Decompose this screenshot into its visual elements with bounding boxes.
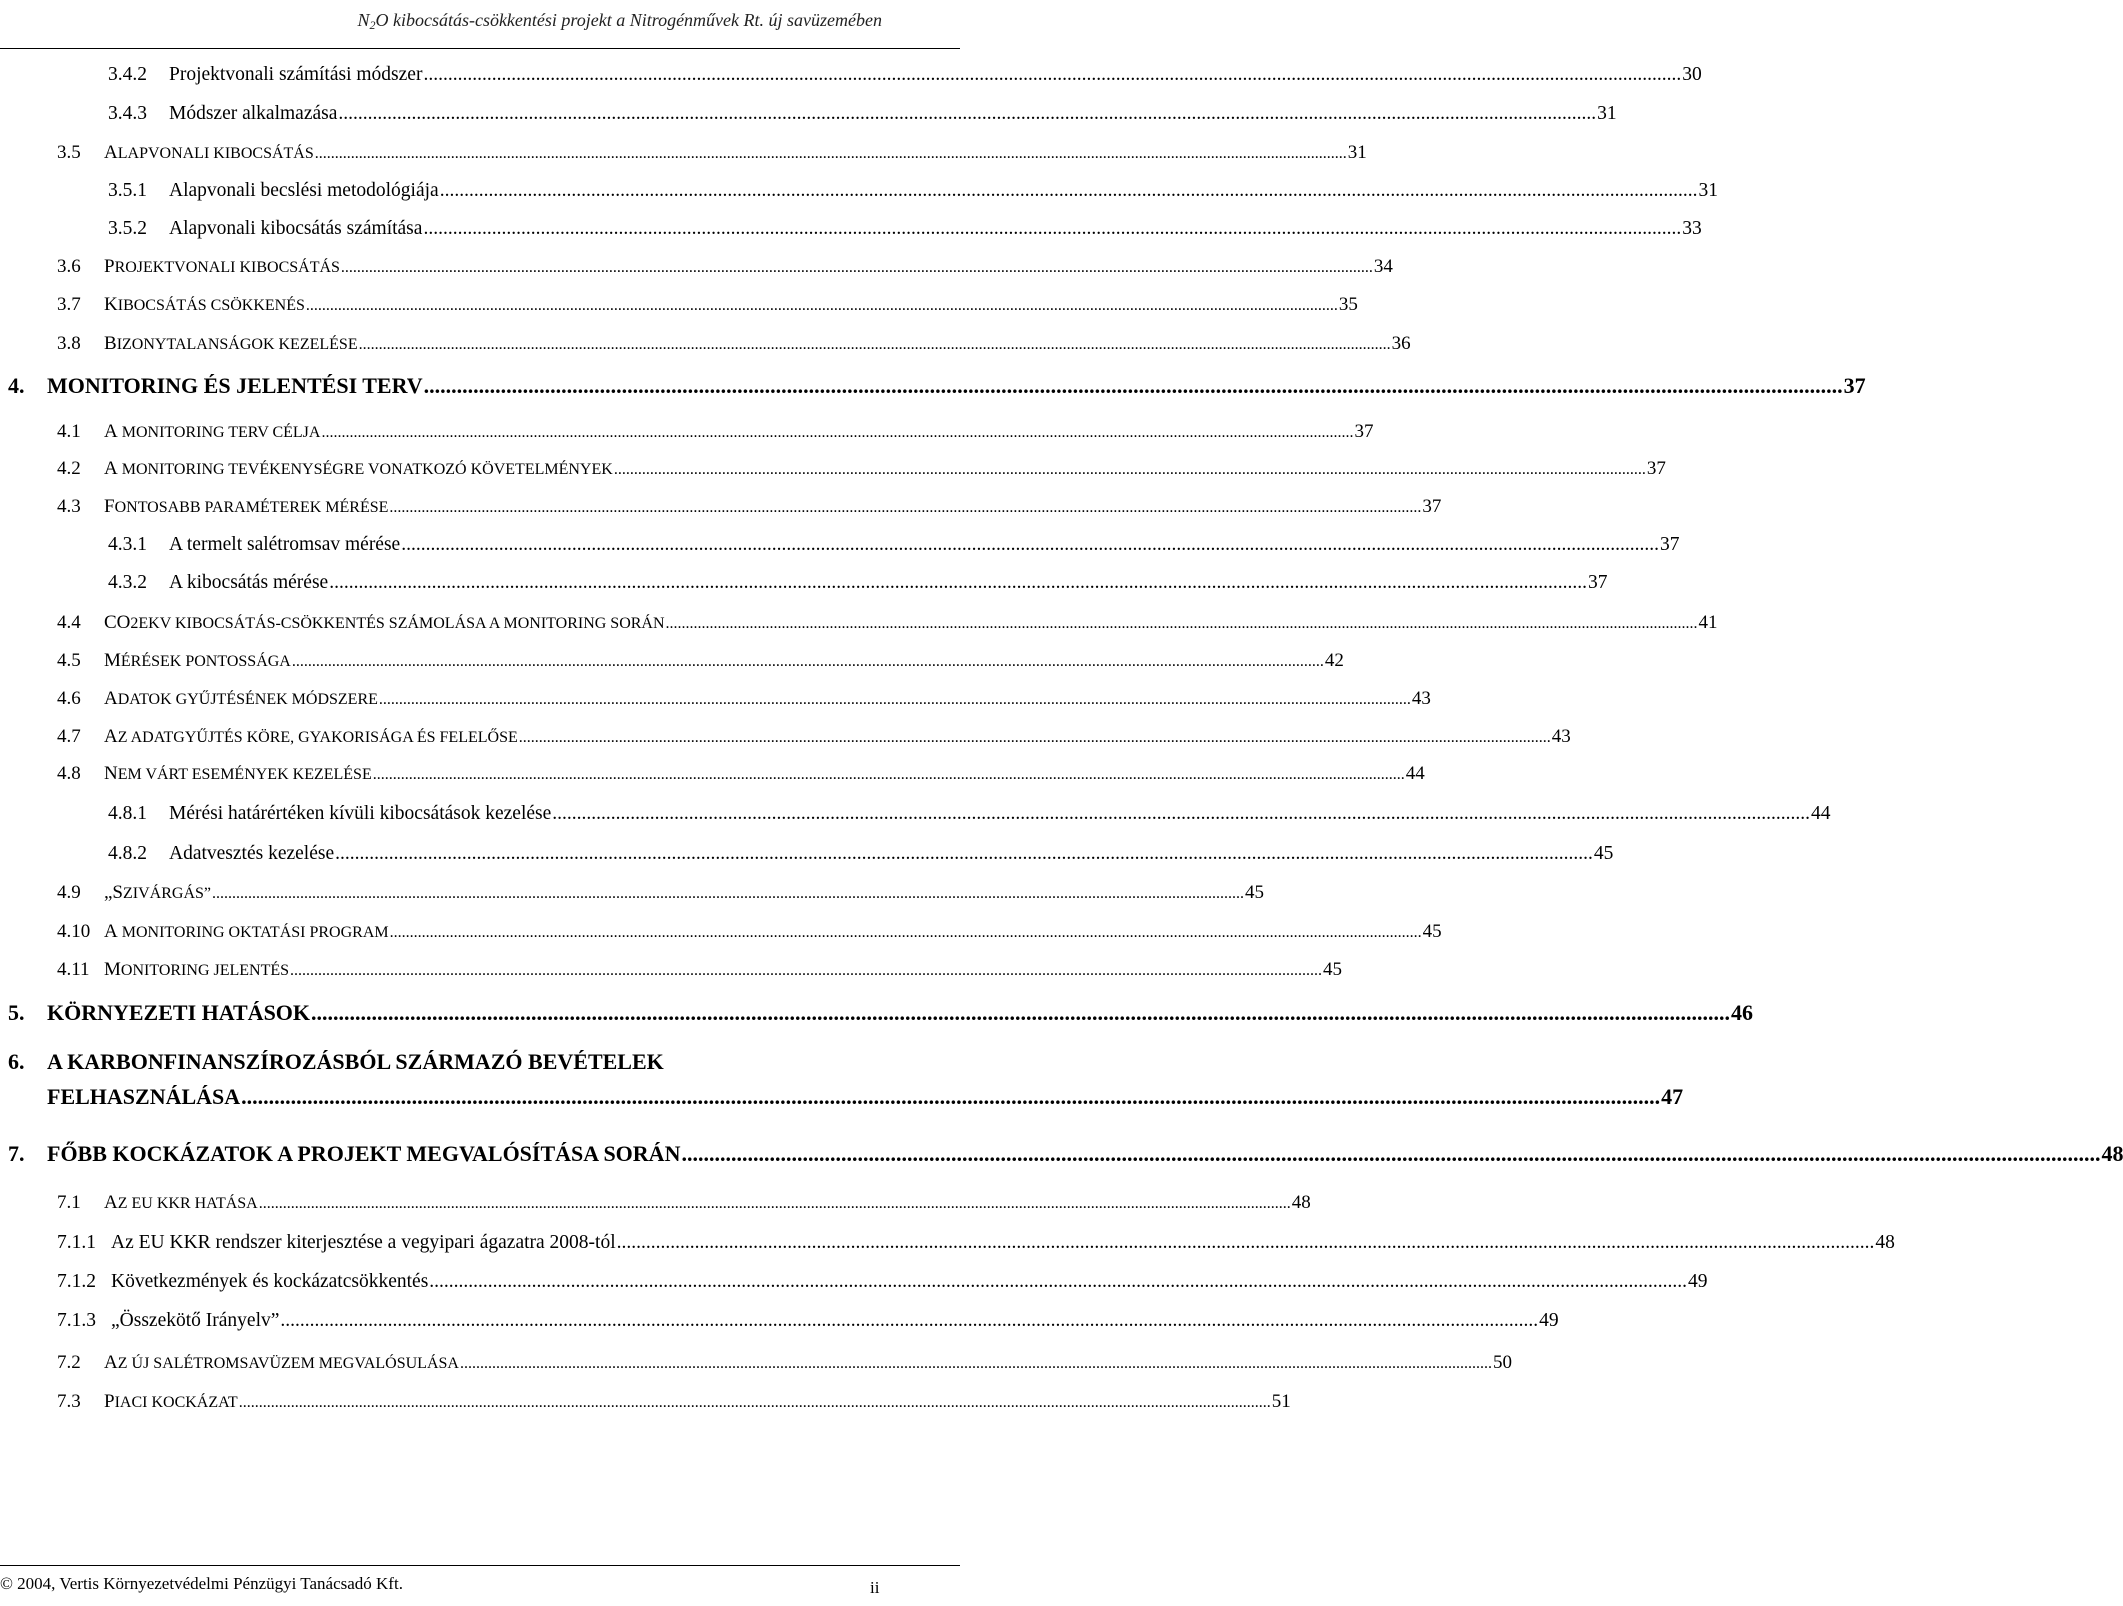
toc-entry[interactable]: [57, 294, 1358, 316]
toc-entry-number: 4.: [8, 373, 25, 398]
toc-entry-title-rest: MONITORING OKTATÁSI PROGRAM: [117, 924, 389, 941]
toc-entry[interactable]: [108, 180, 1718, 202]
toc-entry-title: [104, 763, 372, 785]
toc-entry-title-initial: K: [104, 294, 118, 315]
toc-entry-title: A KARBONFINANSZÍROZÁSBÓL SZÁRMAZÓ BEVÉTELEK: [47, 1049, 664, 1074]
toc-entry-page: 31: [1597, 103, 1617, 124]
toc-entry-page: 49: [1688, 1271, 1708, 1292]
toc-entry-title: [104, 1391, 238, 1413]
toc-entry[interactable]: [57, 921, 1442, 943]
toc-entry-title-rest: ONITORING JELENTÉS: [120, 962, 290, 979]
toc-dot-leader: [259, 1195, 1291, 1213]
header-title-rest: O kibocsátás-csökkentési projekt a Nitrogénművek Rt. új savüzemében: [375, 10, 882, 30]
toc-entry-page: 41: [1698, 612, 1718, 633]
toc-entry-title-initial: F: [104, 496, 115, 517]
toc-entry[interactable]: [8, 1049, 1684, 1110]
toc-dot-leader: [338, 103, 1596, 125]
toc-dot-leader: [239, 1394, 1271, 1412]
toc-entry[interactable]: [108, 843, 1614, 865]
toc-entry-number: 7.2: [57, 1352, 81, 1373]
toc-entry-number: 4.6: [57, 688, 81, 709]
toc-entry-number: 4.7: [57, 726, 81, 747]
toc-dot-leader: [401, 534, 1659, 556]
toc-entry[interactable]: [57, 496, 1442, 518]
toc-entry-title: A termelt salétromsav mérése: [169, 534, 401, 555]
toc-entry[interactable]: [57, 142, 1367, 164]
toc-entry-page: 37: [1646, 458, 1666, 479]
toc-entry-title-continued: FELHASZNÁLÁSA: [47, 1084, 241, 1109]
toc-entry-title-rest: IACI KOCKÁZAT: [114, 1394, 238, 1411]
toc-entry-page: 33: [1682, 218, 1702, 239]
toc-dot-leader: [335, 843, 1593, 865]
toc-entry-number: 4.2: [57, 458, 81, 479]
toc-entry-number: 4.8.2: [108, 843, 147, 864]
header-title-subscript: 2: [369, 18, 376, 32]
toc-entry[interactable]: [57, 882, 1264, 904]
toc-entry-title: [104, 882, 211, 904]
toc-entry-title-rest: IZONYTALANSÁGOK KEZELÉSE: [116, 336, 358, 353]
toc-entry[interactable]: [108, 803, 1831, 825]
toc-entry-page: 37: [1659, 534, 1680, 555]
toc-entry-page: 51: [1271, 1391, 1291, 1412]
toc-entry-title: [104, 726, 518, 748]
toc-entry[interactable]: [57, 458, 1666, 480]
toc-dot-leader: [440, 180, 1698, 202]
toc-dot-leader: [290, 962, 1322, 980]
toc-entry-title-initial: B: [104, 333, 117, 354]
toc-entry-title: „Összekötő Irányelv”: [111, 1310, 280, 1331]
toc-dot-leader: [329, 572, 1587, 594]
toc-entry-title-rest: EM VÁRT ESEMÉNYEK KEZELÉSE: [117, 766, 372, 783]
toc-entry[interactable]: [57, 763, 1425, 785]
toc-entry-title-initial: P: [104, 256, 115, 277]
toc-entry-number: 7.3: [57, 1391, 81, 1412]
toc-entry-title-initial: A: [104, 1352, 118, 1373]
toc-dot-leader: [429, 1271, 1687, 1293]
toc-entry-title-rest: ÉRÉSEK PONTOSSÁGA: [120, 653, 291, 670]
toc-entry-number: 3.5: [57, 142, 81, 163]
toc-entry-number: 7.1.2: [57, 1271, 96, 1292]
toc-entry-number: 3.5.1: [108, 180, 147, 201]
toc-entry-page: 45: [1245, 882, 1264, 903]
toc-entry-title: KÖRNYEZETI HATÁSOK: [47, 1000, 311, 1025]
toc-entry-title-initial: „S: [104, 882, 123, 903]
toc-entry[interactable]: [108, 534, 1680, 556]
toc-entry-title: [104, 256, 340, 278]
toc-entry[interactable]: [57, 1352, 1512, 1374]
toc-entry-title: [104, 959, 289, 981]
toc-entry-title: [104, 1352, 459, 1374]
toc-entry[interactable]: [57, 1232, 1895, 1254]
header-title: [357, 10, 882, 33]
toc-entry-title: [104, 421, 320, 443]
toc-entry-number: 7.1.3: [57, 1310, 96, 1331]
toc-entry-number: 7.: [8, 1141, 25, 1166]
toc-entry[interactable]: [108, 218, 1702, 240]
toc-entry-number: 4.3.1: [108, 534, 147, 555]
toc-dot-leader: [212, 885, 1244, 903]
toc-dot-leader: [292, 653, 1324, 671]
toc-entry-title-initial: A: [104, 921, 118, 942]
toc-entry-title-rest: DATOK GYŰJTÉSÉNEK MÓDSZERE: [117, 691, 378, 708]
toc-entry-title: [104, 1192, 258, 1214]
toc-entry-page: 37: [1843, 373, 1866, 398]
toc-entry-title: [104, 688, 378, 710]
toc-entry-page: 36: [1391, 333, 1411, 354]
toc-entry-title-initial: P: [104, 1391, 115, 1412]
toc-entry-number: 4.3: [57, 496, 81, 517]
toc-entry-title: Módszer alkalmazása: [169, 103, 338, 124]
toc-entry[interactable]: [8, 1000, 1754, 1026]
toc-entry-title-initial: CO: [104, 612, 131, 633]
toc-entry-page: 49: [1539, 1310, 1559, 1331]
toc-entry-title-initial: A: [104, 421, 118, 442]
toc-entry[interactable]: [57, 333, 1411, 355]
toc-entry-title: Következmények és kockázatcsökkentés: [111, 1271, 429, 1292]
toc-entry[interactable]: [57, 421, 1374, 443]
footer-page-number: ii: [870, 1578, 880, 1597]
toc-entry[interactable]: [57, 650, 1344, 672]
toc-entry-title: Adatvesztés kezelése: [169, 843, 335, 864]
toc-dot-leader: [373, 766, 1405, 784]
toc-entry-page: 31: [1698, 180, 1718, 201]
toc-entry-number: 4.11: [57, 959, 90, 980]
toc-entry-page: 45: [1323, 959, 1343, 980]
toc-entry-title-initial: A: [104, 688, 118, 709]
toc-dot-leader: [379, 691, 1411, 709]
toc-entry-title: Mérési határértéken kívüli kibocsátások kezelése: [169, 803, 552, 824]
toc-entry-title-initial: M: [104, 959, 121, 980]
toc-entry-title: [104, 650, 291, 672]
toc-entry[interactable]: [57, 1271, 1708, 1293]
toc-entry-number: 3.4.2: [108, 64, 147, 85]
toc-entry-page: 45: [1422, 921, 1442, 942]
toc-dot-leader: [617, 1232, 1875, 1254]
toc-dot-leader: [423, 218, 1681, 240]
toc-entry-page: 30: [1682, 64, 1702, 85]
toc-dot-leader: [681, 1141, 2100, 1167]
toc-entry-title: [104, 612, 665, 634]
toc-entry-title-rest: ROJEKTVONALI KIBOCSÁTÁS: [114, 259, 340, 276]
toc-entry-page: 48: [1875, 1232, 1895, 1253]
toc-dot-leader: [614, 461, 1646, 479]
toc-dot-leader: [519, 729, 1551, 747]
toc-entry-title: [104, 496, 388, 518]
page-footer: [0, 1565, 960, 1606]
toc-entry-page: 48: [2101, 1141, 2123, 1166]
toc-entry-title-rest: Z EU KKR HATÁSA: [117, 1195, 258, 1212]
toc-entry-number: 4.3.2: [108, 572, 147, 593]
toc-entry-number: 3.5.2: [108, 218, 147, 239]
toc-entry[interactable]: [8, 373, 1866, 399]
toc-entry-title-initial: A: [104, 726, 118, 747]
toc-entry-title-rest: Z ÚJ SALÉTROMSAVÜZEM MEGVALÓSULÁSA: [117, 1355, 459, 1372]
toc-entry[interactable]: [57, 959, 1343, 981]
toc-dot-leader: [460, 1355, 1492, 1373]
toc-entry-page: 31: [1347, 142, 1367, 163]
toc-entry-title-rest: IBOCSÁTÁS CSÖKKENÉS: [117, 297, 305, 314]
toc-entry-title-rest: 2EKV KIBOCSÁTÁS-CSÖKKENTÉS SZÁMOLÁSA A MONITORING SORÁN: [130, 615, 665, 632]
toc-entry-title-rest: ZIVÁRGÁS”: [123, 885, 211, 902]
toc-dot-leader: [359, 336, 1391, 354]
toc-entry[interactable]: [57, 612, 1718, 634]
toc-dot-leader: [390, 924, 1422, 942]
toc-entry-title: [104, 921, 389, 943]
toc-entry-title: Az EU KKR rendszer kiterjesztése a vegyipari ágazatra 2008-tól: [111, 1232, 616, 1253]
toc-dot-leader: [423, 64, 1681, 86]
toc-entry-page: 50: [1492, 1352, 1512, 1373]
toc-entry-page: 44: [1811, 803, 1831, 824]
toc-entry-title-initial: A: [104, 1192, 118, 1213]
toc-entry-title: MONITORING ÉS JELENTÉSI TERV: [47, 373, 423, 398]
toc-entry-number: 7.1.1: [57, 1232, 96, 1253]
toc-entry-number: 4.5: [57, 650, 81, 671]
toc-entry-title-rest: Z ADATGYŰJTÉS KÖRE, GYAKORISÁGA ÉS FELELŐSE: [117, 729, 518, 746]
toc-entry-title: [104, 333, 358, 355]
toc-entry-title-initial: A: [104, 458, 118, 479]
toc-entry-page: 45: [1593, 843, 1614, 864]
toc-entry[interactable]: [57, 726, 1571, 748]
toc-dot-leader: [321, 424, 1353, 442]
toc-entry-number: 4.1: [57, 421, 81, 442]
toc-dot-leader: [341, 259, 1373, 277]
toc-dot-leader: [280, 1310, 1538, 1332]
toc-entry-page: 37: [1587, 572, 1608, 593]
toc-entry-number: 7.1: [57, 1192, 81, 1213]
toc-entry-title: Alapvonali kibocsátás számítása: [169, 218, 423, 239]
toc-entry-number: 3.7: [57, 294, 81, 315]
toc-dot-leader: [315, 145, 1347, 163]
toc-entry-page: 37: [1422, 496, 1442, 517]
toc-entry-title-initial: M: [104, 650, 121, 671]
toc-entry-title: Projektvonali számítási módszer: [169, 64, 423, 85]
toc-entry-page: 43: [1411, 688, 1431, 709]
toc-entry-title-initial: N: [104, 763, 118, 784]
toc-dot-leader: [424, 373, 1843, 399]
toc-entry-page: 48: [1291, 1192, 1311, 1213]
toc-entry[interactable]: [108, 64, 1702, 86]
toc-entry-page: 34: [1373, 256, 1393, 277]
toc-entry-number: 5.: [8, 1000, 25, 1025]
toc-entry[interactable]: [57, 1391, 1291, 1413]
toc-entry[interactable]: [57, 256, 1393, 278]
toc-entry-page: 46: [1731, 1000, 1754, 1025]
toc-dot-leader: [311, 1000, 1730, 1026]
toc-entry-title-rest: LAPVONALI KIBOCSÁTÁS: [117, 145, 314, 162]
toc-entry-title-rest: ONTOSABB PARAMÉTEREK MÉRÉSE: [114, 499, 389, 516]
toc-entry-number: 4.9: [57, 882, 81, 903]
footer-copyright: © 2004, Vertis Környezetvédelmi Pénzügyi Tanácsadó Kft.: [0, 1574, 403, 1593]
page-header: [0, 0, 960, 49]
toc-entry-number: 3.4.3: [108, 103, 147, 124]
toc-entry-number: 4.4: [57, 612, 81, 633]
toc-entry-title: [104, 458, 613, 480]
toc-entry[interactable]: [57, 688, 1431, 710]
toc-entry-number: 4.8: [57, 763, 81, 784]
toc-entry-number: 3.8: [57, 333, 81, 354]
toc-entry-page: 35: [1338, 294, 1358, 315]
toc-entry-title: A kibocsátás mérése: [169, 572, 329, 593]
toc-entry-number: 3.6: [57, 256, 81, 277]
toc-entry-page: 43: [1551, 726, 1571, 747]
toc-entry-title-rest: MONITORING TERV CÉLJA: [117, 424, 321, 441]
toc-entry-number: 6.: [8, 1049, 25, 1074]
toc-entry[interactable]: [108, 572, 1608, 594]
toc-entry-title: [104, 142, 314, 164]
toc-entry[interactable]: [108, 103, 1617, 125]
header-title-prefix: N: [357, 10, 370, 30]
toc-entry-number: 4.10: [57, 921, 91, 942]
toc-dot-leader: [306, 297, 1338, 315]
toc-entry-title-rest: MONITORING TEVÉKENYSÉGRE VONATKOZÓ KÖVETELMÉNYEK: [117, 461, 613, 478]
toc-entry-title: [104, 294, 305, 316]
toc-entry-page: 37: [1354, 421, 1374, 442]
toc-entry[interactable]: [57, 1310, 1559, 1332]
toc-entry-page: 42: [1324, 650, 1344, 671]
toc-dot-leader: [241, 1084, 1660, 1110]
toc-entry-title-initial: A: [104, 142, 118, 163]
toc-entry-title: FŐBB KOCKÁZATOK A PROJEKT MEGVALÓSÍTÁSA SORÁN: [47, 1141, 681, 1166]
toc-entry[interactable]: [8, 1141, 2123, 1167]
toc-dot-leader: [552, 803, 1810, 825]
toc-entry-page: 47: [1661, 1084, 1684, 1109]
toc-entry-title: Alapvonali becslési metodológiája: [169, 180, 439, 201]
toc-entry-page: 44: [1405, 763, 1425, 784]
toc-dot-leader: [666, 615, 1698, 633]
toc-entry[interactable]: [57, 1192, 1311, 1214]
toc-entry-number: 4.8.1: [108, 803, 147, 824]
toc-dot-leader: [389, 499, 1421, 517]
